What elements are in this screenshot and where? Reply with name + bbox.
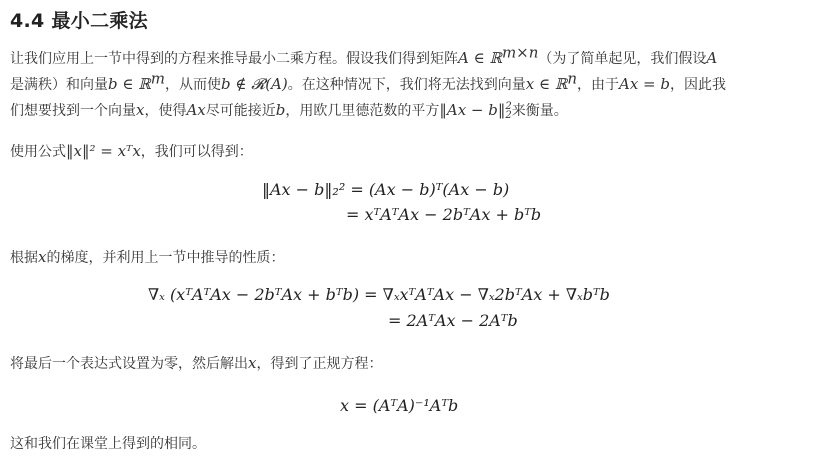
equation-2-line-2: = 2AᵀAx − 2Aᵀb <box>388 311 518 330</box>
text-run: 来衡量。 <box>511 103 568 119</box>
math-sup: n <box>567 69 577 88</box>
text-run: ，用欧几里德范数的平方 <box>285 103 440 119</box>
math-inline: x ∈ ℝ <box>525 75 568 93</box>
equation-1-line-1 <box>262 180 509 199</box>
paragraph-4 <box>10 352 810 376</box>
text-run: 使用公式 <box>10 144 66 160</box>
text-run: 们想要找到一个向量 <box>10 103 136 119</box>
text-run: ，从而使 <box>164 77 221 93</box>
text-run: ，得到了正规方程： <box>256 356 383 372</box>
math-inline: A ∈ ℝ <box>458 49 502 67</box>
math-inline: ‖x‖² = xᵀx <box>66 142 141 160</box>
math-inline: x <box>38 248 47 266</box>
text-run: （为了简单起见，我们假设 <box>538 51 707 67</box>
equation-rhs: (Ax − b)ᵀ(Ax − b) <box>368 180 510 199</box>
equation-3: x = (AᵀA)⁻¹Aᵀb <box>340 396 459 415</box>
math-sup: m <box>150 69 165 88</box>
math-sup: 2 <box>505 101 512 112</box>
paragraph-2 <box>10 140 810 164</box>
text-run: ，因此我 <box>670 77 726 93</box>
equation-lhs: ‖Ax − b‖₂² = <box>262 180 369 199</box>
equation-rhs: ∇ₓxᵀAᵀAx − ∇ₓ2bᵀAx + ∇ₓbᵀb <box>382 285 610 304</box>
math-inline: x <box>136 101 145 119</box>
paragraph-line-2 <box>10 69 810 97</box>
math-inline: b ∉ 𝓡(A) <box>220 75 288 93</box>
paragraph-line-3 <box>10 99 810 123</box>
math-inline: ‖Ax − b‖ <box>439 101 506 119</box>
text-run: 根据 <box>10 250 38 266</box>
math-inline: b ∈ ℝ <box>108 75 151 93</box>
math-sub: 2 <box>505 110 512 121</box>
text-run: 的梯度，并利用上一节中推导的性质： <box>46 250 285 266</box>
math-inline: b <box>275 101 286 119</box>
text-run: ，我们可以得到： <box>140 144 253 160</box>
math-inline: x <box>248 354 257 372</box>
equation-lhs: ∇ₓ (xᵀAᵀAx − 2bᵀAx + bᵀb) = <box>148 285 383 304</box>
text-run: ，使得 <box>144 103 187 119</box>
section-heading: 4.4 最小二乘法 <box>10 10 148 32</box>
math-inline: A <box>706 49 718 67</box>
text-run: 尽可能接近 <box>205 103 276 119</box>
math-inline: Ax <box>186 101 206 119</box>
text-run: 让我们应用上一节中得到的方程来推导最小二乘方程。假设我们得到矩阵 <box>10 51 458 67</box>
equation-2-line-1 <box>148 285 610 304</box>
text-run: 。在这种情况下，我们将无法找到向量 <box>287 77 526 93</box>
paragraph-3 <box>10 246 810 270</box>
text-run: 将最后一个表达式设置为零，然后解出 <box>10 356 248 372</box>
paragraph-line-1 <box>10 43 810 71</box>
text-run: 是满秩）和向量 <box>10 77 108 93</box>
paragraph-5: 这和我们在课堂上得到的相同。 <box>10 436 206 452</box>
text-run: ，由于 <box>577 77 619 93</box>
math-inline: Ax = b <box>619 75 670 93</box>
equation-1-line-2: = xᵀAᵀAx − 2bᵀAx + bᵀb <box>346 205 542 224</box>
math-sup: m×n <box>501 43 539 62</box>
